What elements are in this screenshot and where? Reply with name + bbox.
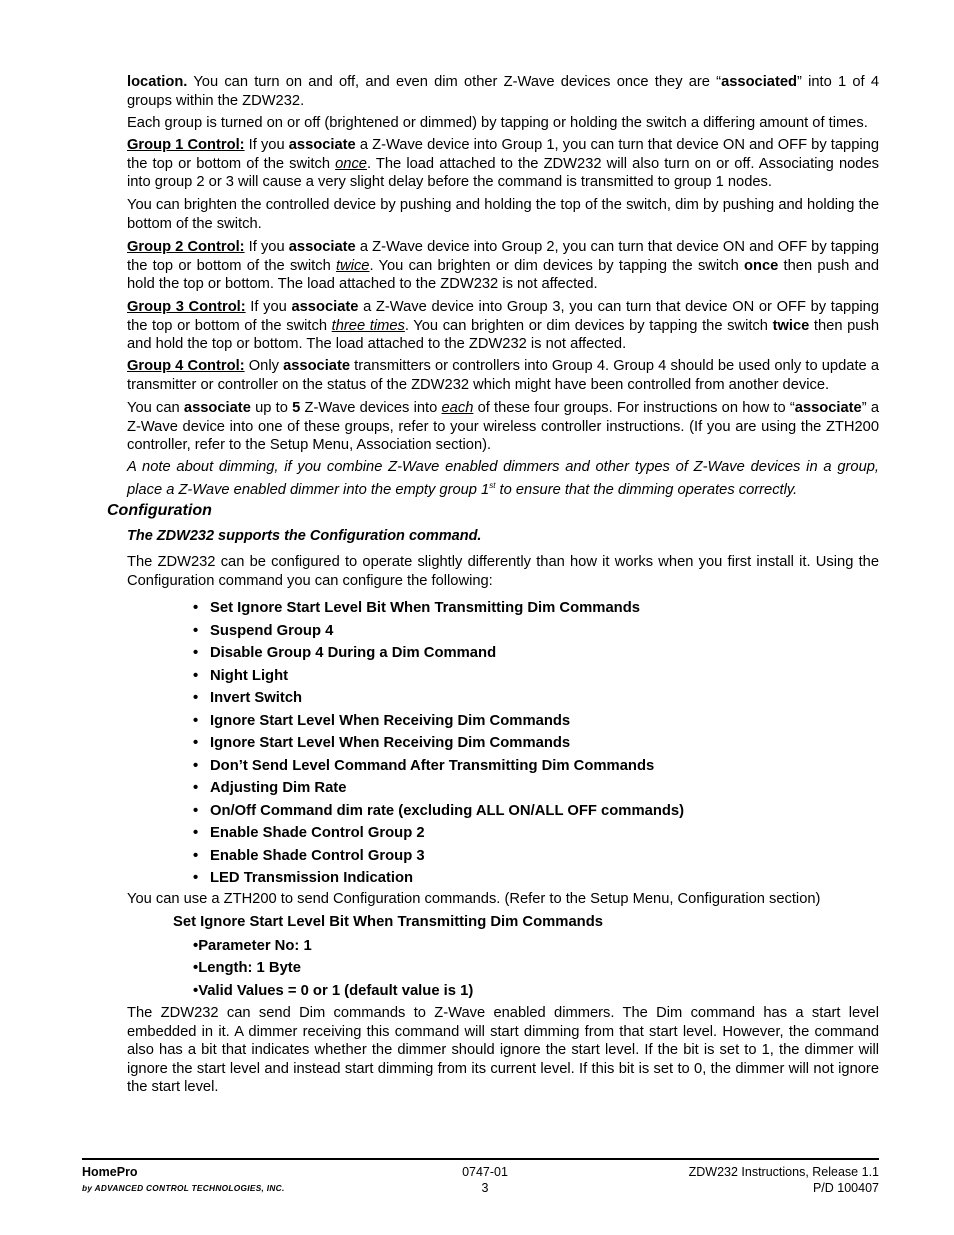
zth200-paragraph: You can use a ZTH200 to send Configuration commands. (Refer to the Setup Menu, Configuration section) [127, 891, 821, 907]
bullet-glyph: • [193, 757, 199, 774]
parameter-item-text: Parameter No: 1 [198, 938, 312, 954]
configuration-option-text: Set Ignore Start Level Bit When Transmitting Dim Commands [210, 600, 640, 616]
configuration-subheading: The ZDW232 supports the Configuration command. [127, 528, 482, 544]
group4-paragraph: Group 4 Control: Only associate transmitters or controllers into Group 4. Group 4 should be used only to update a transmitter or controller on the status of the ZDW232 which might have been controlled from another device. [127, 358, 879, 393]
configuration-option-text: On/Off Command dim rate (excluding ALL ON/ALL OFF commands) [210, 802, 685, 819]
associate-paragraph: You can associate up to 5 Z-Wave devices into each of these four groups. For instructions on how to “associate” a Z-Wave device into one of these groups, refer to your wireless controller instructions. (If you are using the ZTH200 controller, refer to the Setup Menu, Association section). [127, 400, 880, 453]
footer-pd: P/D 100407 [812, 1181, 879, 1195]
bullet-glyph: • [193, 982, 199, 999]
each-group-paragraph: Each group is turned on or off (brightened or dimmed) by tapping or holding the switch a differing amount of times. [127, 115, 868, 131]
configuration-option [193, 667, 684, 690]
configuration-options-list [193, 599, 684, 892]
footer-company: by ADVANCED CONTROL TECHNOLOGIES, INC. [82, 1183, 285, 1193]
group1-paragraph: Group 1 Control: If you associate a Z-Wave device into Group 1, you can turn that device ON and OFF by tapping the top or bottom of the switch once. The load attached to the ZDW232 will also turn on or off. Associating nodes into group 2 or 3 will cause a very slight delay before the command is transmitted to group 1 nodes. [127, 137, 879, 190]
configuration-option [193, 824, 684, 847]
bullet-glyph: • [193, 690, 199, 706]
bullet-glyph: • [193, 622, 199, 639]
configuration-option-text: Suspend Group 4 [210, 622, 334, 639]
location-paragraph: location. You can turn on and off, and even dim other Z-Wave devices once they are “associated” into 1 of 4 groups within the ZDW232. [127, 74, 879, 109]
footer-brand: HomePro [82, 1165, 138, 1179]
bullet-glyph: • [193, 712, 199, 729]
configuration-option [193, 734, 684, 757]
parameter-item-text: Length: 1 Byte [198, 960, 301, 977]
bullet-glyph: • [193, 870, 199, 886]
configuration-option-text: Ignore Start Level When Receiving Dim Commands [210, 735, 571, 751]
bullet-glyph: • [193, 825, 199, 841]
bullet-glyph: • [193, 735, 199, 751]
parameter-list [193, 937, 473, 1004]
configuration-intro: The ZDW232 can be configured to operate slightly differently than how it works when you first install it. Using the Configuration command you can configure the following: [127, 554, 879, 589]
bullet-glyph: • [193, 645, 199, 661]
configuration-option [193, 689, 684, 712]
parameter-item [193, 937, 473, 959]
group3-paragraph: Group 3 Control: If you associate a Z-Wave device into Group 3, you can turn that device ON or OFF by tapping the top or bottom of the switch three times. You can brighten or dim devices by tapping the switch twice then push and hold the top or bottom. The load attached to the ZDW232 is not affected. [127, 299, 879, 352]
configuration-option-text: Ignore Start Level When Receiving Dim Commands [210, 712, 571, 729]
group2-paragraph: Group 2 Control: If you associate a Z-Wave device into Group 2, you can turn that device ON and OFF by tapping the top or bottom of the switch twice. You can brighten or dim devices by tapping the switch once then push and hold the top or bottom. The load attached to the ZDW232 is not affected. [127, 239, 879, 292]
configuration-option-text: Disable Group 4 During a Dim Command [210, 645, 497, 661]
configuration-option [193, 599, 684, 622]
parameter-title: Set Ignore Start Level Bit When Transmitting Dim Commands [173, 914, 603, 930]
parameter-item [193, 959, 473, 981]
configuration-option [193, 869, 684, 892]
configuration-option-text: Enable Shade Control Group 3 [210, 847, 425, 864]
configuration-option-text: Adjusting Dim Rate [210, 780, 347, 796]
dimming-note: A note about dimming, if you combine Z-Wave enabled dimmers and other types of Z-Wave devices in a group, place a Z-Wave enabled dimmer into the empty group 1st to ensure that the dimming operates correctly. [127, 459, 879, 498]
configuration-heading: Configuration [107, 502, 212, 519]
configuration-option [193, 847, 684, 870]
bullet-glyph: • [193, 802, 199, 819]
configuration-option-text: Night Light [210, 667, 289, 684]
configuration-option-text: LED Transmission Indication [210, 870, 414, 886]
bullet-glyph: • [193, 667, 199, 684]
configuration-option [193, 644, 684, 667]
footer-release: ZDW232 Instructions, Release 1.1 [688, 1165, 879, 1179]
configuration-option [193, 779, 684, 802]
configuration-option-text: Invert Switch [210, 690, 303, 706]
configuration-option-text: Don’t Send Level Command After Transmitting Dim Commands [210, 757, 655, 774]
footer-rule [82, 1158, 879, 1160]
bullet-glyph: • [193, 780, 199, 796]
configuration-option [193, 712, 684, 735]
configuration-option-text: Enable Shade Control Group 2 [210, 825, 425, 841]
brighten-paragraph: You can brighten the controlled device by pushing and holding the top of the switch, dim by pushing and holding the bottom of the switch. [127, 197, 879, 232]
footer-page-number: 3 [481, 1181, 489, 1195]
dim-explanation: The ZDW232 can send Dim commands to Z-Wave enabled dimmers. The Dim command has a start level embedded in it. A dimmer receiving this command will start dimming from that start level. However, the command also has a bit that indicates whether the dimmer should ignore the start level. If the bit is set to 1, the dimmer will ignore the start level and instead start dimming from its current level. If this bit is set to 0, the dimmer will not ignore the start level. [127, 1005, 879, 1095]
bullet-glyph: • [193, 938, 199, 954]
parameter-item [193, 982, 473, 1004]
bullet-glyph: • [193, 960, 199, 977]
configuration-option [193, 622, 684, 645]
parameter-item-text: Valid Values = 0 or 1 (default value is 1) [198, 982, 474, 999]
footer-doc-number: 0747-01 [462, 1165, 508, 1179]
bullet-glyph: • [193, 847, 199, 864]
configuration-option [193, 802, 684, 825]
configuration-option [193, 757, 684, 780]
bullet-glyph: • [193, 600, 199, 616]
